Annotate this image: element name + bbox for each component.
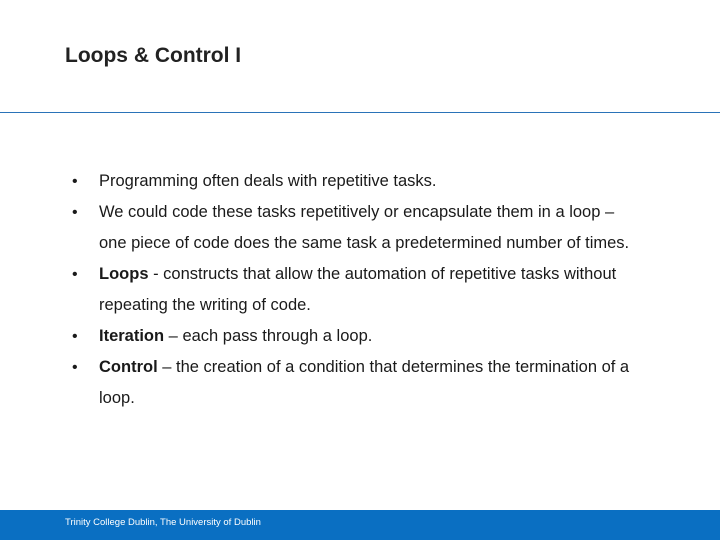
bullet-text: - constructs that allow the automation of repetitive tasks without repeating the writing of code.	[99, 265, 617, 314]
bullet-item	[72, 166, 632, 197]
bullet-icon: •	[72, 328, 78, 345]
bullet-icon: •	[72, 204, 78, 221]
slide-title: Loops & Control I	[65, 44, 242, 67]
bullet-list	[72, 166, 632, 414]
bullet-text: Programming often deals with repetitive tasks.	[99, 172, 437, 190]
footer-text: Trinity College Dublin, The University of Dublin	[65, 517, 261, 528]
bullet-item	[72, 197, 632, 259]
bullet-text: We could code these tasks repetitively or encapsulate them in a loop – one piece of code does the same task a predetermined number of times.	[99, 203, 630, 252]
footer-bar	[0, 510, 720, 540]
bullet-item	[72, 259, 632, 321]
bullet-icon: •	[72, 359, 78, 376]
bullet-text: – the creation of a condition that determines the termination of a loop.	[99, 358, 630, 407]
bullet-text: – each pass through a loop.	[164, 327, 373, 345]
bullet-term: Control	[99, 358, 158, 376]
bullet-icon: •	[72, 173, 78, 190]
title-divider	[0, 112, 720, 113]
bullet-item	[72, 321, 632, 352]
bullet-item	[72, 352, 632, 414]
bullet-icon: •	[72, 266, 78, 283]
bullet-term: Iteration	[99, 327, 165, 345]
bullet-term: Loops	[99, 265, 149, 283]
